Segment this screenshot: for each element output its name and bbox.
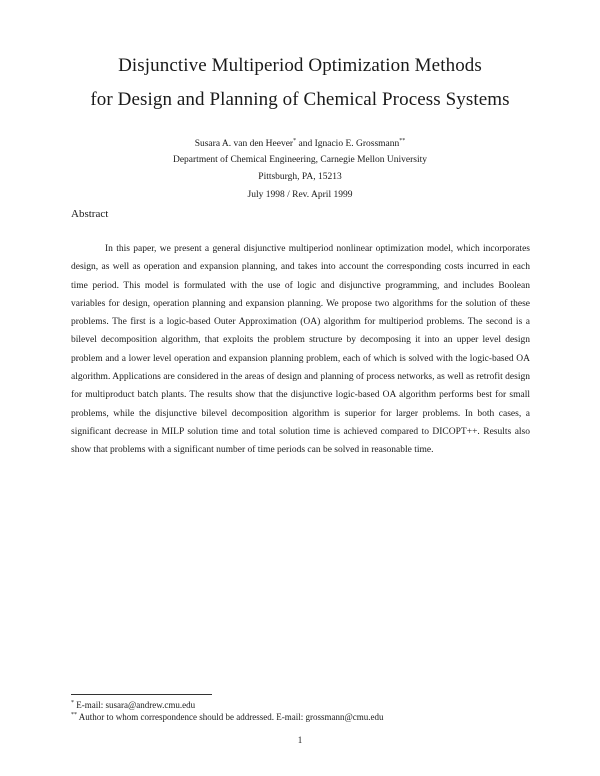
paper-date: July 1998 / Rev. April 1999 bbox=[247, 190, 353, 200]
footnote-1 bbox=[71, 700, 195, 711]
author-1: Susara A. van den Heever bbox=[194, 139, 294, 149]
footnote-2-mark: ** bbox=[71, 712, 77, 718]
footnote-2 bbox=[71, 712, 383, 723]
footnote-divider bbox=[71, 694, 212, 695]
author-2-footnote-mark: ** bbox=[399, 138, 406, 144]
title-line-2: for Design and Planning of Chemical Process Systems bbox=[90, 89, 510, 110]
affiliation-city: Pittsburgh, PA, 15213 bbox=[258, 172, 342, 182]
footnote-1-text: E-mail: susara@andrew.cmu.edu bbox=[74, 700, 196, 710]
abstract-body: In this paper, we present a general disjunctive multiperiod nonlinear optimization model, which incorporates design, as well as operation and expansion planning, and takes into account the corresponding costs incurred in each time period. This model is formulated with the use of logic and disjunctive programming, and includes Boolean variables for design, operation planning and expansion planning. We propose two algorithms for the solution of these problems. The first is a logic-based Outer Approximation (OA) algorithm for multiperiod problems. The second is a bilevel decomposition algorithm, that exploits the problem structure by decomposing it into an upper level design problem and a lower level operation and expansion planning problem, each of which is solved with the logic-based OA algorithm. Applications are considered in the areas of design and planning of process networks, as well as retrofit design for multiproduct batch plants. The results show that the disjunctive logic-based OA algorithm performs best for small problems, while the disjunctive bilevel decomposition algorithm is superior for larger problems. In both cases, a significant decrease in MILP solution time and total solution time is achieved compared to DICOPT++. Results also show that problems with a significant number of time periods can be solved in reasonable time. bbox=[71, 244, 530, 456]
abstract-heading: Abstract bbox=[71, 208, 109, 220]
author-conjunction: and bbox=[296, 139, 315, 149]
footnote-2-text: Author to whom correspondence should be addressed. E-mail: grossmann@cmu.edu bbox=[77, 712, 384, 722]
page-number: 1 bbox=[297, 735, 303, 745]
footnote-1-mark: * bbox=[71, 700, 74, 706]
author-2: Ignacio E. Grossmann bbox=[314, 139, 400, 149]
author-line bbox=[0, 138, 600, 150]
author-1-footnote-mark: * bbox=[293, 138, 297, 144]
title-line-1: Disjunctive Multiperiod Optimization Methods bbox=[118, 55, 482, 76]
affiliation-department: Department of Chemical Engineering, Carnegie Mellon University bbox=[172, 155, 428, 165]
